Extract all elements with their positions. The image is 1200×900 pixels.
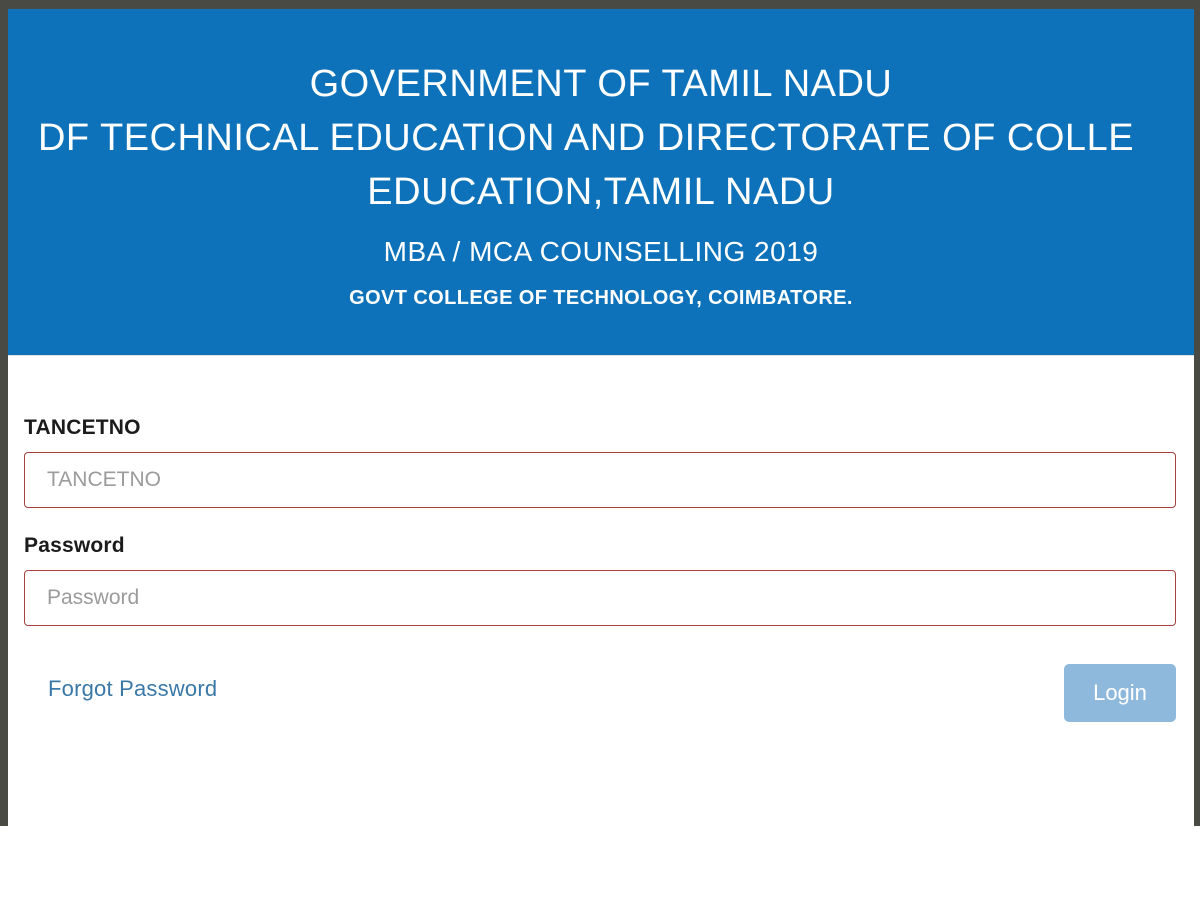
field-spacer xyxy=(24,508,1184,534)
login-form xyxy=(24,416,1184,722)
browser-chrome-right-edge xyxy=(1194,0,1200,826)
page-header-banner xyxy=(8,9,1194,355)
header-counselling-title: MBA / MCA COUNSELLING 2019 xyxy=(383,236,819,267)
login-card xyxy=(8,355,1194,826)
browser-chrome-top-edge xyxy=(0,0,1200,9)
tancetno-input[interactable] xyxy=(24,452,1176,508)
browser-chrome-left-edge xyxy=(0,0,8,826)
header-line-education: EDUCATION,TAMIL NADU xyxy=(367,171,835,213)
header-line-directorate: DF TECHNICAL EDUCATION AND DIRECTORATE OF COLLE xyxy=(37,117,1135,159)
login-button[interactable]: Login xyxy=(1064,664,1176,722)
page-background-below xyxy=(0,826,1200,900)
password-label: Password xyxy=(24,534,125,557)
password-input[interactable] xyxy=(24,570,1176,626)
header-venue: GOVT COLLEGE OF TECHNOLOGY, COIMBATORE. xyxy=(349,287,853,309)
tancetno-label: TANCETNO xyxy=(24,416,141,439)
forgot-password-link[interactable]: Forgot Password xyxy=(48,676,218,701)
form-actions xyxy=(24,664,1176,722)
header-line-government: GOVERNMENT OF TAMIL NADU xyxy=(309,63,893,105)
